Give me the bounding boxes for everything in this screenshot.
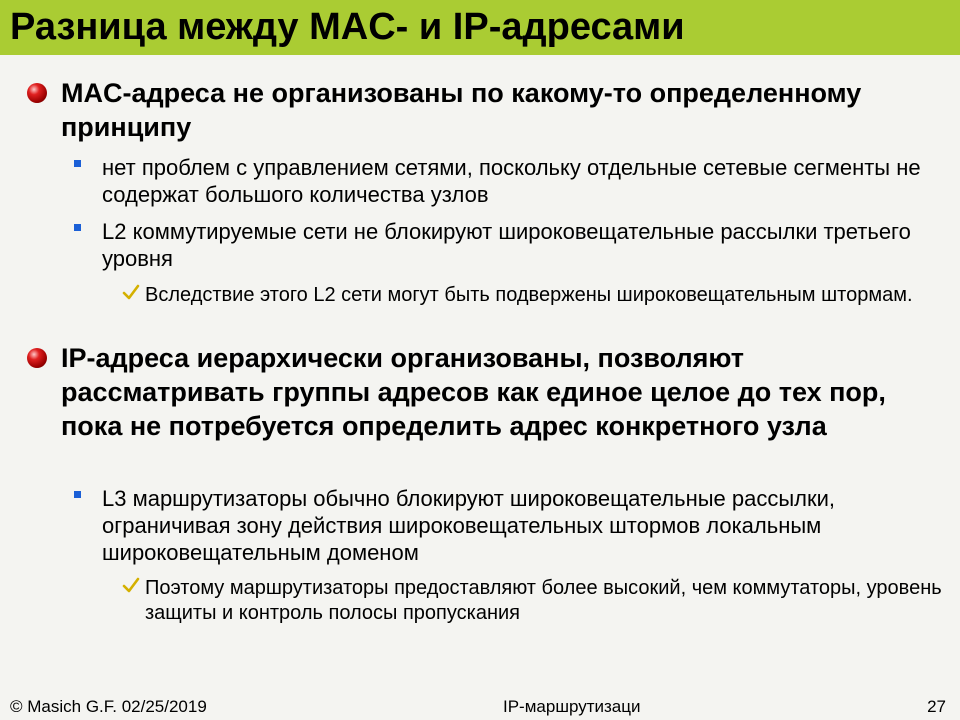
- blue-square-bullet-icon: [74, 224, 81, 231]
- bullet-text: IP-адреса иерархически организованы, позволяют рассматривать группы адресов как единое целое до тех пор, пока не потребуется определить адрес конкретного узла: [61, 343, 886, 441]
- sub-sub-bullet-text: Поэтому маршрутизаторы предоставляют более высокий, чем коммутаторы, уровень защиты и контроль полосы пропускания: [145, 577, 942, 624]
- checkmark-bullet-icon: [121, 576, 141, 596]
- sub-bullet-text: L3 маршрутизаторы обычно блокируют широковещательные рассылки, ограничивая зону действия широковещательных штормов локальным широковещательным доменом: [102, 486, 836, 565]
- blue-square-bullet-icon: [74, 160, 81, 167]
- sub-bullet-text: L2 коммутируемые сети не блокируют широковещательные рассылки третьего уровня: [102, 219, 911, 271]
- blue-square-bullet-icon: [74, 491, 81, 498]
- checkmark-bullet-icon: [121, 283, 141, 303]
- slide-title: Разница между MAC- и IP-адресами: [10, 6, 685, 48]
- footer-title: IP-маршрутизаци: [503, 697, 641, 716]
- red-ball-bullet-icon: [27, 83, 47, 103]
- sub-sub-bullet-text: Вследствие этого L2 сети могут быть подвержены широковещательным штормам.: [145, 284, 913, 306]
- bullet-text: MAC-адреса не организованы по какому-то определенному принципу: [61, 78, 862, 142]
- red-ball-bullet-icon: [27, 348, 47, 368]
- footer-copyright: © Masich G.F. 02/25/2019: [10, 697, 207, 716]
- page-number: 27: [927, 697, 946, 716]
- title-bar: [0, 0, 960, 55]
- sub-bullet-text: нет проблем с управлением сетями, поскольку отдельные сетевые сегменты не содержат большого количества узлов: [102, 155, 921, 207]
